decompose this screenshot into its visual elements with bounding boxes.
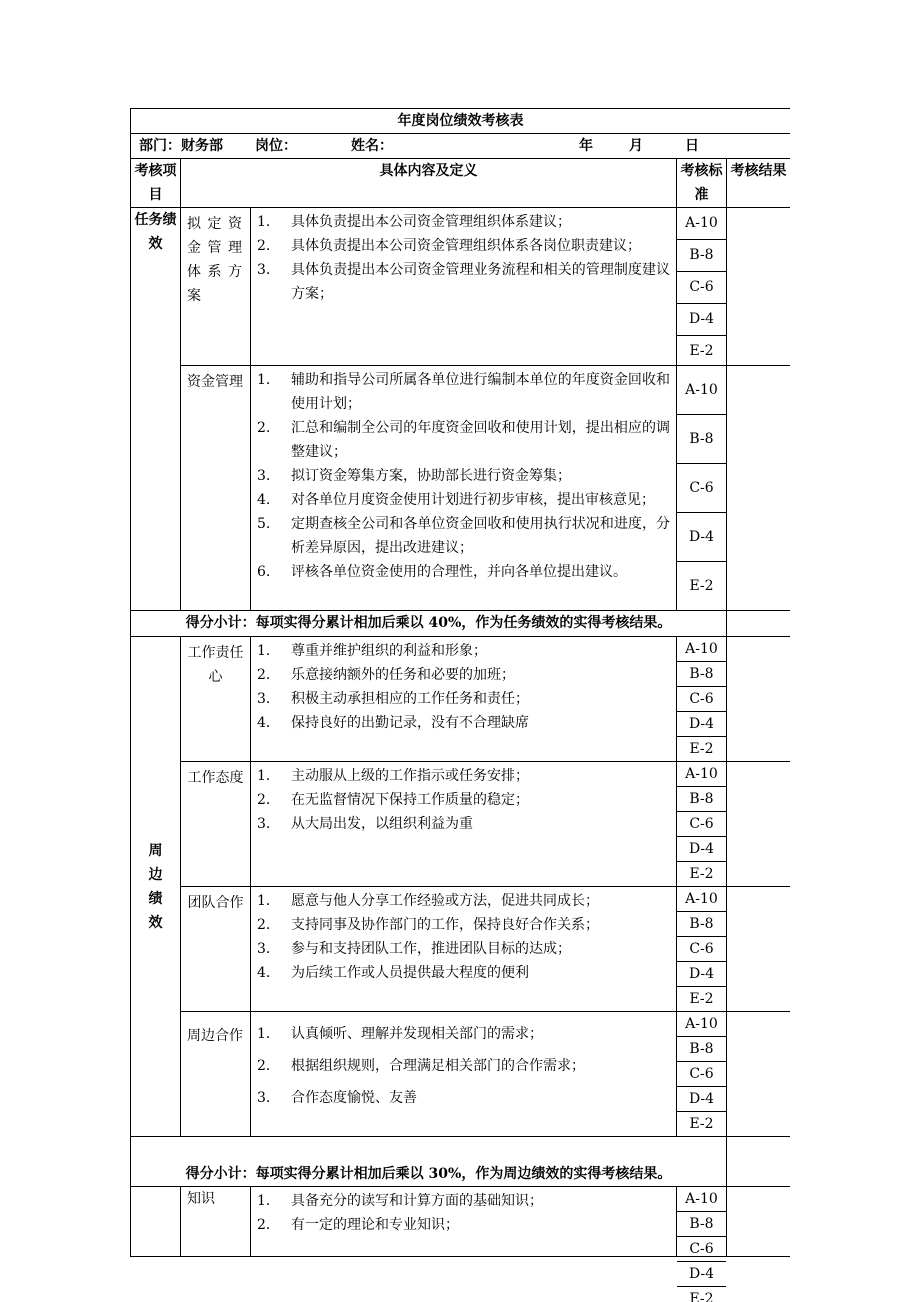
- department-label: 部门：财务部: [139, 138, 223, 154]
- item-number: 4．: [257, 965, 280, 981]
- grade-option: A-10: [677, 1012, 726, 1037]
- grade-option: A-10: [677, 208, 726, 240]
- appraisal-form: [130, 108, 790, 1302]
- list-item: [257, 937, 670, 961]
- grade-option: C-6: [677, 1062, 726, 1087]
- group-name: 知识: [181, 1187, 251, 1257]
- result-cell[interactable]: [727, 208, 791, 366]
- peripheral-performance-label: [131, 637, 181, 1137]
- item-text: 具体负责提出本公司资金管理组织体系各岗位职责建议；: [291, 238, 641, 254]
- item-number: 1.: [257, 372, 271, 388]
- grade-option: E-2: [689, 1116, 714, 1132]
- grade-option: D-4: [677, 1087, 726, 1112]
- item-number: 2．: [257, 1058, 280, 1074]
- item-number: 3.: [257, 468, 271, 484]
- list-item: [257, 961, 670, 985]
- grade-option: B-8: [677, 787, 726, 812]
- item-number: 3.: [257, 262, 271, 278]
- header-item: 考核项目: [131, 159, 181, 208]
- item-text: 主动服从上级的工作指示或任务安排；: [291, 768, 529, 784]
- item-text: 保持良好的出勤记录，没有不合理缺席: [291, 715, 529, 731]
- grade-option: E-2: [689, 866, 714, 882]
- list-item: [257, 488, 670, 512]
- item-number: 4.: [257, 492, 271, 508]
- group-name: 工作责任心: [181, 637, 251, 762]
- item-number: 1.: [257, 214, 271, 230]
- item-text: 为后续工作或人员提供最大程度的便利: [291, 965, 529, 981]
- result-cell[interactable]: [727, 1137, 791, 1187]
- name-label: 姓名：: [351, 138, 393, 154]
- item-text: 定期查核全公司和各单位资金回收和使用执行状况和进度，分析差异原因，提出改进建议；: [291, 516, 670, 556]
- list-item: [257, 464, 670, 488]
- grade-option: B-8: [677, 240, 726, 272]
- header-result: 考核结果: [727, 159, 791, 208]
- grade-option: B-8: [677, 1212, 726, 1237]
- item-text: 愿意与他人分享工作经验或方法，促进共同成长；: [291, 893, 599, 909]
- item-text: 参与和支持团队工作，推进团队目标的达成；: [291, 941, 571, 957]
- result-cell[interactable]: [727, 887, 791, 1012]
- grade-option: A-10: [677, 637, 726, 662]
- group-name: 拟定资金管理体系方案: [181, 208, 251, 366]
- header-standard: 考核标准: [677, 159, 727, 208]
- task-summary: 得分小计：每项实得分累计相加后乘以 40%，作为任务绩效的实得考核结果。: [131, 611, 727, 637]
- grade-cell: [677, 208, 727, 366]
- item-number: 3．: [257, 1090, 280, 1106]
- grade-option: C-6: [677, 937, 726, 962]
- list-item: [257, 234, 670, 258]
- item-text: 对各单位月度资金使用计划进行初步审核，提出审核意见；: [291, 492, 655, 508]
- group-name: 工作态度: [181, 762, 251, 887]
- list-item: [257, 889, 670, 913]
- list-item: [257, 1086, 670, 1110]
- group-name: 资金管理: [181, 366, 251, 611]
- item-number: 2．: [257, 792, 280, 808]
- info-row: [131, 134, 791, 159]
- item-text: 支持同事及协作部门的工作，保持良好合作关系；: [291, 917, 599, 933]
- grade-option: C-6: [677, 1237, 726, 1262]
- item-number: 1．: [257, 1193, 280, 1209]
- form-title: 年度岗位绩效考核表: [131, 109, 791, 134]
- item-number: 1．: [257, 893, 280, 909]
- item-number: 3．: [257, 941, 280, 957]
- grade-option: E-2: [689, 1291, 714, 1302]
- item-number: 2．: [257, 917, 280, 933]
- item-text: 汇总和编制全公司的年度资金回收和使用计划，提出相应的调整建议；: [291, 420, 670, 460]
- item-number: 6.: [257, 564, 271, 580]
- list-item: [257, 764, 670, 788]
- grade-option: C-6: [677, 464, 726, 513]
- result-cell[interactable]: [727, 611, 791, 637]
- list-item: [257, 812, 670, 836]
- list-item: [257, 1213, 670, 1237]
- list-item: [257, 1022, 670, 1046]
- grade-option: B-8: [677, 662, 726, 687]
- list-item: [257, 368, 670, 416]
- group-name: 团队合作: [181, 887, 251, 1012]
- grade-option: D-4: [677, 837, 726, 862]
- grade-cell: [677, 1187, 727, 1302]
- item-text: 具体负责提出本公司资金管理组织体系建议；: [291, 214, 571, 230]
- grade-cell: [677, 1012, 727, 1137]
- group-items: [251, 887, 677, 1012]
- header-content: 具体内容及定义: [181, 159, 677, 208]
- list-item: [257, 560, 670, 584]
- grade-option: A-10: [677, 887, 726, 912]
- item-number: 2．: [257, 1217, 280, 1233]
- grade-option: E-2: [689, 578, 714, 594]
- item-number: 3．: [257, 691, 280, 707]
- result-cell[interactable]: [727, 762, 791, 887]
- item-text: 拟订资金筹集方案，协助部长进行资金筹集；: [291, 468, 571, 484]
- list-item: [257, 913, 670, 937]
- year-label: 年: [579, 138, 593, 154]
- item-text: 积极主动承担相应的工作任务和责任；: [291, 691, 529, 707]
- grade-cell: [677, 887, 727, 1012]
- grade-option: B-8: [677, 415, 726, 464]
- grade-option: D-4: [677, 1262, 726, 1287]
- group-items: [251, 637, 677, 762]
- item-number: 2.: [257, 238, 271, 254]
- item-number: 5.: [257, 516, 271, 532]
- grade-option: D-4: [677, 304, 726, 336]
- item-text: 合作态度愉悦、友善: [291, 1090, 417, 1106]
- item-number: 1．: [257, 643, 280, 659]
- grade-cell: [677, 366, 727, 611]
- item-text: 具体负责提出本公司资金管理业务流程和相关的管理制度建议方案；: [291, 262, 670, 302]
- grade-option: C-6: [677, 687, 726, 712]
- group-name: 周边合作: [181, 1012, 251, 1137]
- group-items: [251, 762, 677, 887]
- list-item: [257, 512, 670, 560]
- result-cell[interactable]: [727, 1012, 791, 1137]
- list-item: [257, 639, 670, 663]
- list-item: [257, 711, 670, 735]
- grade-option: E-2: [689, 741, 714, 757]
- item-number: 2．: [257, 667, 280, 683]
- ability-label: [131, 1187, 181, 1257]
- grade-option: A-10: [677, 366, 726, 415]
- item-text: 乐意接纳额外的任务和必要的加班；: [291, 667, 515, 683]
- grade-option: C-6: [677, 272, 726, 304]
- group-items: [251, 1187, 677, 1257]
- item-number: 1．: [257, 768, 280, 784]
- grade-option: B-8: [677, 912, 726, 937]
- appraisal-table: [130, 108, 790, 1302]
- list-item: [257, 663, 670, 687]
- item-text: 从大局出发，以组织利益为重: [291, 816, 473, 832]
- post-label: 岗位：: [255, 138, 297, 154]
- result-cell[interactable]: [727, 1187, 791, 1257]
- group-items: [251, 1012, 677, 1137]
- grade-option: D-4: [677, 712, 726, 737]
- group-items: [251, 366, 677, 611]
- list-item: [257, 210, 670, 234]
- item-text: 具备充分的读写和计算方面的基础知识；: [291, 1193, 543, 1209]
- grade-option: E-2: [689, 991, 714, 1007]
- item-text: 认真倾听、理解并发现相关部门的需求；: [291, 1026, 543, 1042]
- peripheral-label-text: 周 边 绩 效: [148, 842, 163, 931]
- list-item: [257, 258, 670, 306]
- grade-cell: [677, 762, 727, 887]
- grade-option: D-4: [677, 962, 726, 987]
- grade-option: B-8: [677, 1037, 726, 1062]
- result-cell[interactable]: [727, 637, 791, 762]
- grade-option: A-10: [677, 1187, 726, 1212]
- grade-option: D-4: [677, 513, 726, 562]
- item-text: 评核各单位资金使用的合理性，并向各单位提出建议。: [291, 564, 627, 580]
- list-item: [257, 687, 670, 711]
- item-text: 尊重并维护组织的利益和形象；: [291, 643, 487, 659]
- day-label: 日: [685, 138, 699, 154]
- item-number: 3．: [257, 816, 280, 832]
- item-number: 1．: [257, 1026, 280, 1042]
- grade-option: C-6: [677, 812, 726, 837]
- grade-option: E-2: [689, 343, 714, 359]
- item-text: 辅助和指导公司所属各单位进行编制本单位的年度资金回收和使用计划；: [291, 372, 670, 412]
- task-performance-label: 任务绩效: [131, 208, 181, 611]
- grade-option: A-10: [677, 762, 726, 787]
- list-item: [257, 1189, 670, 1213]
- peripheral-summary: 得分小计：每项实得分累计相加后乘以 30%，作为周边绩效的实得考核结果。: [131, 1137, 727, 1187]
- month-label: 月: [629, 138, 643, 154]
- grade-cell: [677, 637, 727, 762]
- item-text: 根据组织规则，合理满足相关部门的合作需求；: [291, 1058, 585, 1074]
- item-text: 在无监督情况下保持工作质量的稳定；: [291, 792, 529, 808]
- list-item: [257, 1054, 670, 1078]
- group-items: [251, 208, 677, 366]
- item-number: 4．: [257, 715, 280, 731]
- list-item: [257, 788, 670, 812]
- item-text: 有一定的理论和专业知识；: [291, 1217, 459, 1233]
- item-number: 2.: [257, 420, 271, 436]
- result-cell[interactable]: [727, 366, 791, 611]
- list-item: [257, 416, 670, 464]
